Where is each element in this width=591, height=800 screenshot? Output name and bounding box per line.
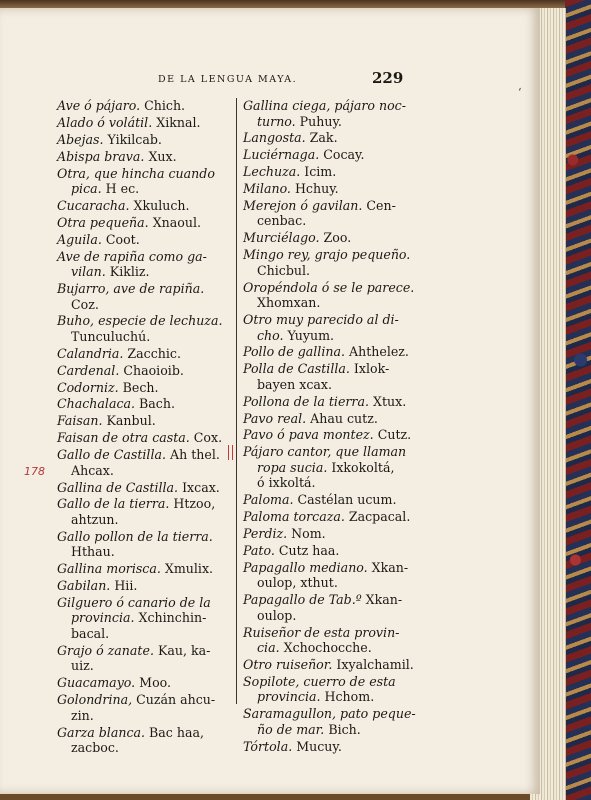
maya-term: Ixlok- (349, 361, 390, 377)
entry-line (57, 215, 231, 231)
dictionary-entry (243, 312, 413, 343)
entry-line (243, 344, 413, 360)
maya-term: Ahau cutz. (306, 410, 378, 426)
dictionary-entry (57, 578, 231, 594)
entry-line (243, 475, 413, 491)
dictionary-entry (57, 675, 231, 691)
entry-line (243, 739, 413, 755)
entry-line (57, 181, 231, 197)
spanish-term: Alado ó volátil. (57, 114, 153, 130)
entry-line (57, 512, 231, 528)
spanish-term: Milano. (243, 181, 291, 197)
maya-term: Bich. (324, 721, 361, 737)
spanish-term: Codorniz. (57, 379, 119, 395)
entry-line (57, 115, 231, 131)
spanish-term: Gallina ciega, pájaro noc- (243, 98, 406, 113)
entry-line (57, 544, 231, 560)
entry-line (243, 198, 413, 214)
dictionary-entry (243, 674, 413, 705)
spanish-term: provincia. (71, 610, 135, 626)
entry-line (57, 675, 231, 691)
maya-term: ó ixkoltá. (257, 475, 316, 491)
spanish-term: Otro ruiseñor. (243, 656, 333, 672)
spanish-term: Ave ó pájaro. (57, 98, 141, 113)
entry-line (57, 132, 231, 148)
entry-line (243, 295, 413, 311)
maya-term: Yuyum. (283, 327, 335, 343)
spanish-term: Abispa brava. (57, 148, 145, 164)
maya-term: ahtzun. (71, 511, 119, 527)
entry-line (243, 427, 413, 443)
spanish-term: Lechuza. (243, 164, 301, 180)
maya-term: oulop. (257, 607, 297, 623)
dictionary-entry (57, 346, 231, 362)
dictionary-entry (243, 98, 413, 129)
page-number: 229 (372, 69, 404, 87)
maya-term: Castélan ucum. (293, 492, 397, 508)
maya-term: Zoo. (319, 230, 352, 246)
spanish-term: Papagallo mediano. (243, 559, 368, 575)
dictionary-entry (243, 657, 413, 673)
spanish-term: Papagallo de Tab.º (243, 592, 362, 608)
dictionary-entry (57, 413, 231, 429)
entry-line (57, 658, 231, 674)
maya-term: Bac haa, (145, 724, 204, 740)
entry-line (243, 706, 416, 722)
dictionary-entry (243, 739, 413, 755)
entry-line (243, 509, 413, 525)
maya-term: bacal. (71, 625, 110, 641)
spanish-term: Otro muy parecido al di- (243, 312, 399, 328)
dictionary-entry (57, 313, 231, 344)
dictionary-entry (243, 394, 413, 410)
spanish-term: cia. (257, 640, 280, 656)
entry-line (243, 492, 413, 508)
maya-term: Bech. (118, 379, 159, 395)
handwritten-note: 178 (24, 465, 45, 478)
entry-line (57, 297, 231, 313)
spanish-term: Faisan. (57, 413, 103, 429)
dictionary-entry (243, 181, 413, 197)
entry-line (243, 263, 413, 279)
dictionary-entry (57, 692, 231, 723)
spanish-term: Merejon ó gavilan. (243, 197, 363, 213)
spanish-term: Pato. (243, 542, 275, 558)
page-header (0, 66, 540, 90)
spanish-term: Pájaro cantor, que llaman (243, 444, 407, 460)
book-page (0, 8, 540, 794)
spanish-term: Cardenal. (57, 362, 120, 378)
entry-line (243, 98, 413, 114)
maya-term: Zacchic. (123, 345, 181, 361)
maya-term: Hii. (110, 578, 138, 594)
spanish-term: Abejas. (57, 131, 104, 147)
entry-line (57, 249, 231, 265)
entry-line (57, 281, 231, 297)
dictionary-entry (57, 249, 231, 280)
spanish-term: Calandria. (57, 345, 124, 361)
maya-term: Xhomxan. (257, 295, 321, 311)
spanish-term: Gilguero ó canario de la (57, 594, 211, 610)
spanish-term: Tórtola. (243, 738, 293, 754)
entry-line (243, 247, 413, 263)
maya-term: Coz. (71, 296, 99, 312)
maya-term: Xkan- (367, 559, 409, 575)
entry-line (243, 608, 413, 624)
spanish-term: Mingo rey, grajo pequeño. (243, 247, 411, 263)
entry-line (243, 460, 413, 476)
entry-line (57, 98, 231, 114)
dictionary-entry (243, 706, 416, 737)
dictionary-entry (57, 447, 231, 478)
maya-term: Htzoo, (169, 496, 216, 512)
spanish-term: Golondrina, (57, 692, 133, 708)
maya-term: Xchinchin- (134, 610, 207, 626)
entry-line (243, 575, 413, 591)
entry-line (243, 444, 413, 460)
entry-line (243, 181, 413, 197)
dictionary-entry (57, 529, 231, 560)
entry-line (57, 346, 231, 362)
spanish-term: Otra pequeña. (57, 214, 149, 230)
entry-line (57, 329, 231, 345)
maya-term: Bach. (135, 396, 175, 412)
dictionary-entry (243, 344, 413, 360)
entry-line (57, 740, 231, 756)
entry-line (57, 610, 231, 626)
entry-line (243, 411, 413, 427)
spanish-term: Saramagullon, pato peque- (243, 706, 416, 722)
dictionary-entry (243, 625, 413, 656)
entry-line (243, 130, 413, 146)
entry-line (243, 328, 413, 344)
spanish-term: pica. (71, 181, 102, 197)
entry-line (57, 430, 231, 446)
spanish-term: Pollona de la tierra. (243, 393, 369, 409)
dictionary-entry (57, 166, 231, 197)
spanish-term: ropa sucia. (257, 459, 328, 475)
entry-line (57, 708, 231, 724)
maya-term: oulop, xthut. (257, 575, 338, 591)
dictionary-entry (57, 363, 231, 379)
dictionary-entry (243, 592, 413, 623)
dictionary-entry (57, 149, 231, 165)
dictionary-entry (57, 595, 231, 642)
spanish-term: Paloma. (243, 492, 294, 508)
dictionary-entry (57, 725, 231, 756)
dictionary-entry (243, 427, 413, 443)
dictionary-entry (243, 560, 413, 591)
maya-term: Xkan- (361, 592, 403, 608)
running-head: DE LA LENGUA MAYA. (158, 74, 298, 85)
dictionary-entry (57, 115, 231, 131)
entry-line (243, 625, 413, 641)
dictionary-entry (243, 543, 413, 559)
maya-term: Ixyalchamil. (332, 656, 414, 672)
maya-term: Cen- (362, 197, 396, 213)
maya-term: Kanbul. (102, 413, 156, 429)
spanish-term: Sopilote, cuerro de esta (243, 673, 396, 689)
entry-line (243, 394, 413, 410)
dictionary-entry (57, 561, 231, 577)
dictionary-entry (57, 380, 231, 396)
maya-term: zin. (71, 707, 94, 723)
dictionary-entry (243, 247, 413, 278)
entry-line (57, 198, 231, 214)
maya-term: Xtux. (368, 393, 407, 409)
maya-term: Mucuy. (292, 738, 342, 754)
dictionary-entry (243, 492, 413, 508)
spanish-term: Ave de rapiña como ga- (57, 248, 207, 264)
spanish-term: Paloma torcaza. (243, 509, 345, 525)
spanish-term: Cucaracha. (57, 197, 130, 213)
entry-line (243, 280, 413, 296)
spanish-term: Aguila. (57, 231, 102, 247)
book-cover-top (0, 0, 591, 8)
spanish-term: Gallo de la tierra. (57, 496, 170, 512)
spanish-term: Murciélago. (243, 230, 320, 246)
spanish-term: cho. (257, 327, 284, 343)
entry-line (57, 149, 231, 165)
entry-line (57, 413, 231, 429)
maya-term: Ahthelez. (344, 344, 409, 360)
entry-line (57, 463, 231, 479)
spanish-term: Guacamayo. (57, 675, 136, 691)
dictionary-entry (243, 130, 413, 146)
entry-line (57, 480, 231, 496)
spanish-term: Otra, que hincha cuando (57, 165, 215, 181)
entry-line (243, 657, 413, 673)
spanish-term: Gallina morisca. (57, 561, 161, 577)
column-divider (236, 98, 237, 704)
entry-line (57, 313, 231, 329)
spanish-term: Gallo pollon de la tierra. (57, 528, 213, 544)
entry-line (57, 595, 231, 611)
maya-term: Xkuluch. (129, 197, 190, 213)
entry-line (57, 692, 231, 708)
entry-line (243, 164, 413, 180)
maya-term: Icim. (300, 164, 337, 180)
spanish-term: vilan. (71, 264, 106, 280)
entry-line (57, 725, 231, 741)
spanish-term: Gallo de Castilla. (57, 447, 166, 463)
maya-term: Kikliz. (105, 264, 150, 280)
maya-term: Cocay. (319, 147, 365, 163)
entry-line (243, 312, 413, 328)
maya-term: Ixkokoltá, (327, 459, 395, 475)
entry-line (243, 114, 413, 130)
maya-term: Ah thel. (166, 447, 220, 463)
maya-term: bayen xcax. (257, 376, 333, 392)
entry-line (243, 526, 413, 542)
maya-term: Xmulix. (160, 561, 214, 577)
maya-term: Nom. (287, 526, 326, 542)
entry-line (57, 643, 231, 659)
entry-line (57, 447, 231, 463)
spanish-term: Gabilan. (57, 578, 111, 594)
maya-term: H ec. (101, 181, 140, 197)
dictionary-entry (57, 496, 231, 527)
entry-line (57, 264, 231, 280)
entry-line (57, 396, 231, 412)
entry-line (57, 363, 231, 379)
maya-term: Cox. (189, 430, 223, 446)
entry-line (57, 578, 231, 594)
dictionary-entry (57, 232, 231, 248)
maya-term: Xnaoul. (148, 214, 201, 230)
entry-line (57, 626, 231, 642)
dictionary-entry (57, 480, 231, 496)
maya-term: Ahcax. (71, 462, 114, 478)
entry-line (243, 147, 413, 163)
dictionary-entry (243, 198, 413, 229)
entry-line (57, 380, 231, 396)
dictionary-entry (243, 164, 413, 180)
maya-term: Zak. (305, 130, 338, 146)
dictionary-entry (243, 526, 413, 542)
dictionary-entry (243, 509, 413, 525)
dictionary-entry (57, 215, 231, 231)
maya-term: Moo. (135, 675, 172, 691)
spanish-term: turno. (257, 113, 296, 129)
maya-term: zacboc. (71, 740, 119, 756)
spanish-term: Luciérnaga. (243, 147, 320, 163)
spanish-term: Buho, especie de lechuza. (57, 313, 223, 329)
spanish-term: ño de mar. (257, 721, 325, 737)
dictionary-entry (57, 396, 231, 412)
maya-term: Xux. (144, 148, 177, 164)
spanish-term: Grajo ó zanate. (57, 642, 154, 658)
maya-term: Cuzán ahcu- (132, 692, 216, 708)
margin-mark: ‘ (518, 86, 522, 99)
spanish-term: provincia. (257, 689, 321, 705)
maya-term: Xchochocche. (279, 640, 372, 656)
dictionary-entry (57, 430, 231, 446)
spanish-term: Pollo de gallina. (243, 344, 345, 360)
spanish-term: Polla de Castilla. (243, 361, 350, 377)
dictionary-entry (243, 280, 413, 311)
dictionary-entry (243, 230, 413, 246)
entry-line (57, 529, 231, 545)
entry-line (57, 496, 231, 512)
entry-line (243, 361, 413, 377)
maya-term: Cutz. (373, 427, 412, 443)
marbled-endpaper (565, 0, 591, 800)
dictionary-entry (57, 281, 231, 312)
spanish-term: Pavo ó pava montez. (243, 427, 374, 443)
maya-term: Ixcax. (178, 479, 220, 495)
spanish-term: Ruiseñor de esta provin- (243, 624, 400, 640)
dictionary-entry (243, 361, 413, 392)
dictionary-entry (243, 411, 413, 427)
spanish-term: Chachalaca. (57, 396, 136, 412)
entry-line (243, 377, 413, 393)
maya-term: Xiknal. (152, 114, 201, 130)
maya-term: Tunculuchú. (71, 328, 151, 344)
maya-term: Cutz haa. (274, 542, 340, 558)
dictionary-entry (243, 147, 413, 163)
entry-line (243, 543, 413, 559)
left-column (57, 98, 231, 757)
entry-line (57, 232, 231, 248)
spanish-term: Langosta. (243, 130, 306, 146)
maya-term: Chicbul. (257, 262, 311, 278)
maya-term: Hchuy. (290, 181, 339, 197)
maya-term: cenbac. (257, 213, 307, 229)
entry-line (243, 230, 413, 246)
entry-line (57, 561, 231, 577)
entry-line (243, 213, 413, 229)
entry-line (243, 640, 413, 656)
entry-line (243, 592, 413, 608)
maya-term: Puhuy. (295, 113, 342, 129)
maya-term: Kau, ka- (153, 642, 211, 658)
dictionary-entry (57, 198, 231, 214)
entry-line (243, 560, 413, 576)
spanish-term: Garza blanca. (57, 724, 146, 740)
dictionary-entry (57, 98, 231, 114)
spanish-term: Pavo real. (243, 410, 307, 426)
maya-term: Zacpacal. (344, 509, 411, 525)
entry-line (243, 689, 413, 705)
entry-line (57, 166, 231, 182)
spanish-term: Oropéndola ó se le parece. (243, 279, 415, 295)
spanish-term: Faisan de otra casta. (57, 430, 190, 446)
right-column (243, 98, 416, 756)
maya-term: Chich. (140, 98, 186, 113)
maya-term: Chaoioib. (119, 362, 184, 378)
dictionary-entry (57, 643, 231, 674)
maya-term: Hchom. (320, 689, 375, 705)
maya-term: Hthau. (71, 544, 115, 560)
entry-line (243, 674, 413, 690)
maya-term: Coot. (101, 231, 140, 247)
spanish-term: Perdiz. (243, 526, 288, 542)
maya-term: uiz. (71, 658, 94, 674)
dictionary-entry (57, 132, 231, 148)
dictionary-entry (243, 444, 413, 491)
entry-line (243, 722, 413, 738)
spanish-term: Bujarro, ave de rapiña. (57, 281, 205, 297)
spanish-term: Gallina de Castilla. (57, 479, 179, 495)
red-margin-tick (228, 445, 233, 460)
maya-term: Yikilcab. (103, 131, 162, 147)
